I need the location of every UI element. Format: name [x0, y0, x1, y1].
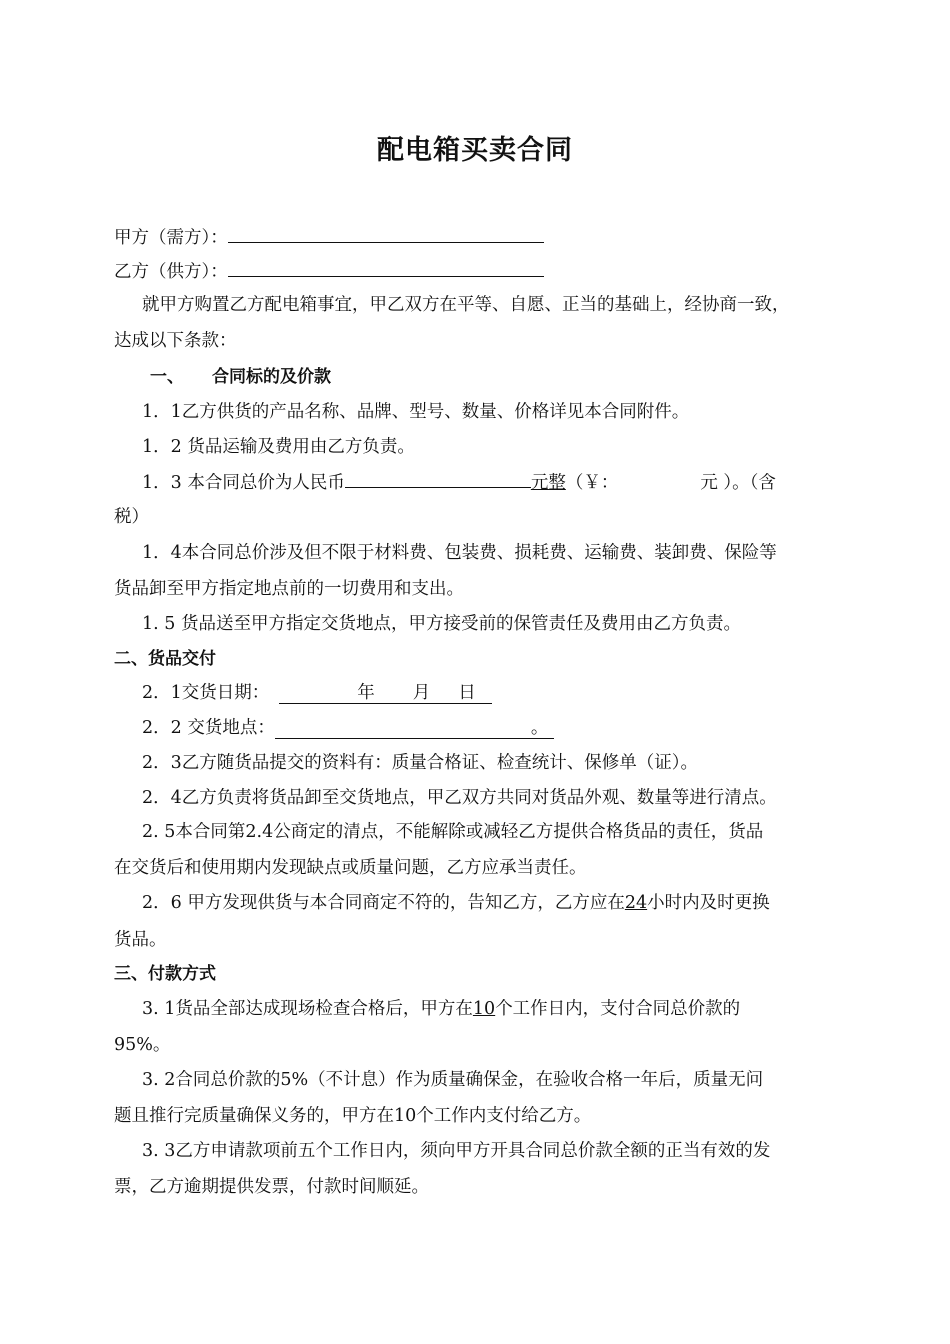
clause-2-5-line-2: 在交货后和使用期内发现缺点或质量问题，乙方应承当责任。	[114, 858, 587, 878]
clause-2-6-text: 2．6 甲方发现供货与本合同商定不符的，告知乙方，乙方应在	[142, 893, 625, 913]
party-b-blank[interactable]	[228, 258, 544, 277]
document-title: 配电箱买卖合同	[377, 135, 573, 166]
clause-1-4-line-2: 货品卸至甲方指定地点前的一切费用和支出。	[114, 579, 464, 599]
section-1-number: 一、	[150, 367, 184, 387]
clause-1-4-line-1: 1．4本合同总价涉及但不限于材料费、包装费、损耗费、运输费、装卸费、保险等	[142, 543, 777, 563]
clause-2-6-text-b: 小时内及时更换	[647, 893, 770, 913]
section-3-heading: 三、付款方式	[114, 964, 216, 984]
date-day-label: 日	[458, 683, 476, 703]
date-month-label: 月	[412, 683, 431, 703]
clause-3-2-line-2: 题且推行完质量确保义务的，甲方在10个工作内支付给乙方。	[114, 1106, 592, 1126]
clause-2-4: 2．4乙方负责将货品卸至交货地点，甲乙双方共同对货品外观、数量等进行清点。	[142, 788, 777, 808]
clause-2-2	[142, 716, 866, 740]
clause-2-6-cont: 货品。	[114, 930, 167, 950]
clause-1-3-yuan: 元 ）。（含	[700, 473, 776, 493]
clause-2-1	[142, 681, 866, 705]
clause-3-1-text: 3. 1货品全部达成现场检查合格后，甲方在	[142, 999, 473, 1019]
clause-1-1: 1．1乙方供货的产品名称、品牌、型号、数量、价格详见本合同附件。	[142, 402, 690, 422]
total-price-blank[interactable]	[345, 469, 531, 488]
clause-2-3: 2．3乙方随货品提交的资料有：质量合格证、检查统计、保修单（证）。	[142, 753, 699, 773]
clause-2-5-line-1: 2. 5本合同第2.4公商定的清点，不能解除或减轻乙方提供合格货品的责任，货品	[142, 822, 764, 842]
clause-2-1-text: 2．1交货日期：	[142, 683, 270, 703]
clause-3-3-line-1: 3. 3乙方申请款项前五个工作日内，须向甲方开具合同总价款全额的正当有效的发	[142, 1141, 771, 1161]
delivery-date-field[interactable]	[279, 683, 492, 704]
clause-1-3-cont: 税）	[114, 507, 149, 527]
intro-line-2: 达成以下条款：	[114, 331, 237, 351]
party-a-line	[114, 224, 838, 250]
party-b-label: 乙方（供方）：	[114, 262, 228, 282]
clause-3-1-cont: 95%。	[114, 1035, 171, 1055]
clause-1-3-yen: （￥：	[565, 473, 619, 493]
party-b-line	[114, 258, 838, 284]
clause-2-2-text: 2．2 交货地点：	[142, 718, 275, 738]
clause-1-5: 1. 5 货品送至甲方指定交货地点，甲方接受前的保管责任及费用由乙方负责。	[142, 614, 741, 634]
clause-2-2-period: 。	[530, 718, 549, 738]
clause-3-1	[142, 997, 866, 1021]
clause-1-3-text: 1．3 本合同总价为人民币	[142, 473, 345, 493]
party-a-label: 甲方（需方）：	[114, 228, 228, 248]
clause-2-6	[142, 891, 866, 915]
clause-1-3	[142, 469, 838, 495]
section-2-heading: 二、货品交付	[114, 649, 216, 669]
section-1-title: 合同标的及价款	[212, 367, 331, 387]
party-a-blank[interactable]	[228, 224, 544, 243]
clause-3-2-line-1: 3. 2合同总价款的5%（不计息）作为质量确保金，在验收合格一年后，质量无问	[142, 1070, 764, 1090]
intro-line-1: 就甲方购置乙方配电箱事宜，甲乙双方在平等、自愿、正当的基础上，经协商一致，	[142, 295, 790, 315]
clause-3-1-text-b: 个工作日内，支付合同总价款的	[495, 999, 741, 1019]
date-year-label: 年	[357, 683, 375, 703]
replacement-hours: 24	[624, 893, 648, 913]
clause-1-2: 1．2 货品运输及费用由乙方负责。	[142, 437, 415, 457]
payment-days: 10	[472, 999, 496, 1019]
section-1-heading	[150, 365, 874, 389]
clause-3-3-line-2: 票，乙方逾期提供发票，付款时间顺延。	[114, 1177, 429, 1197]
clause-1-3-unit: 元整	[530, 473, 566, 493]
delivery-place-field[interactable]	[275, 718, 555, 739]
